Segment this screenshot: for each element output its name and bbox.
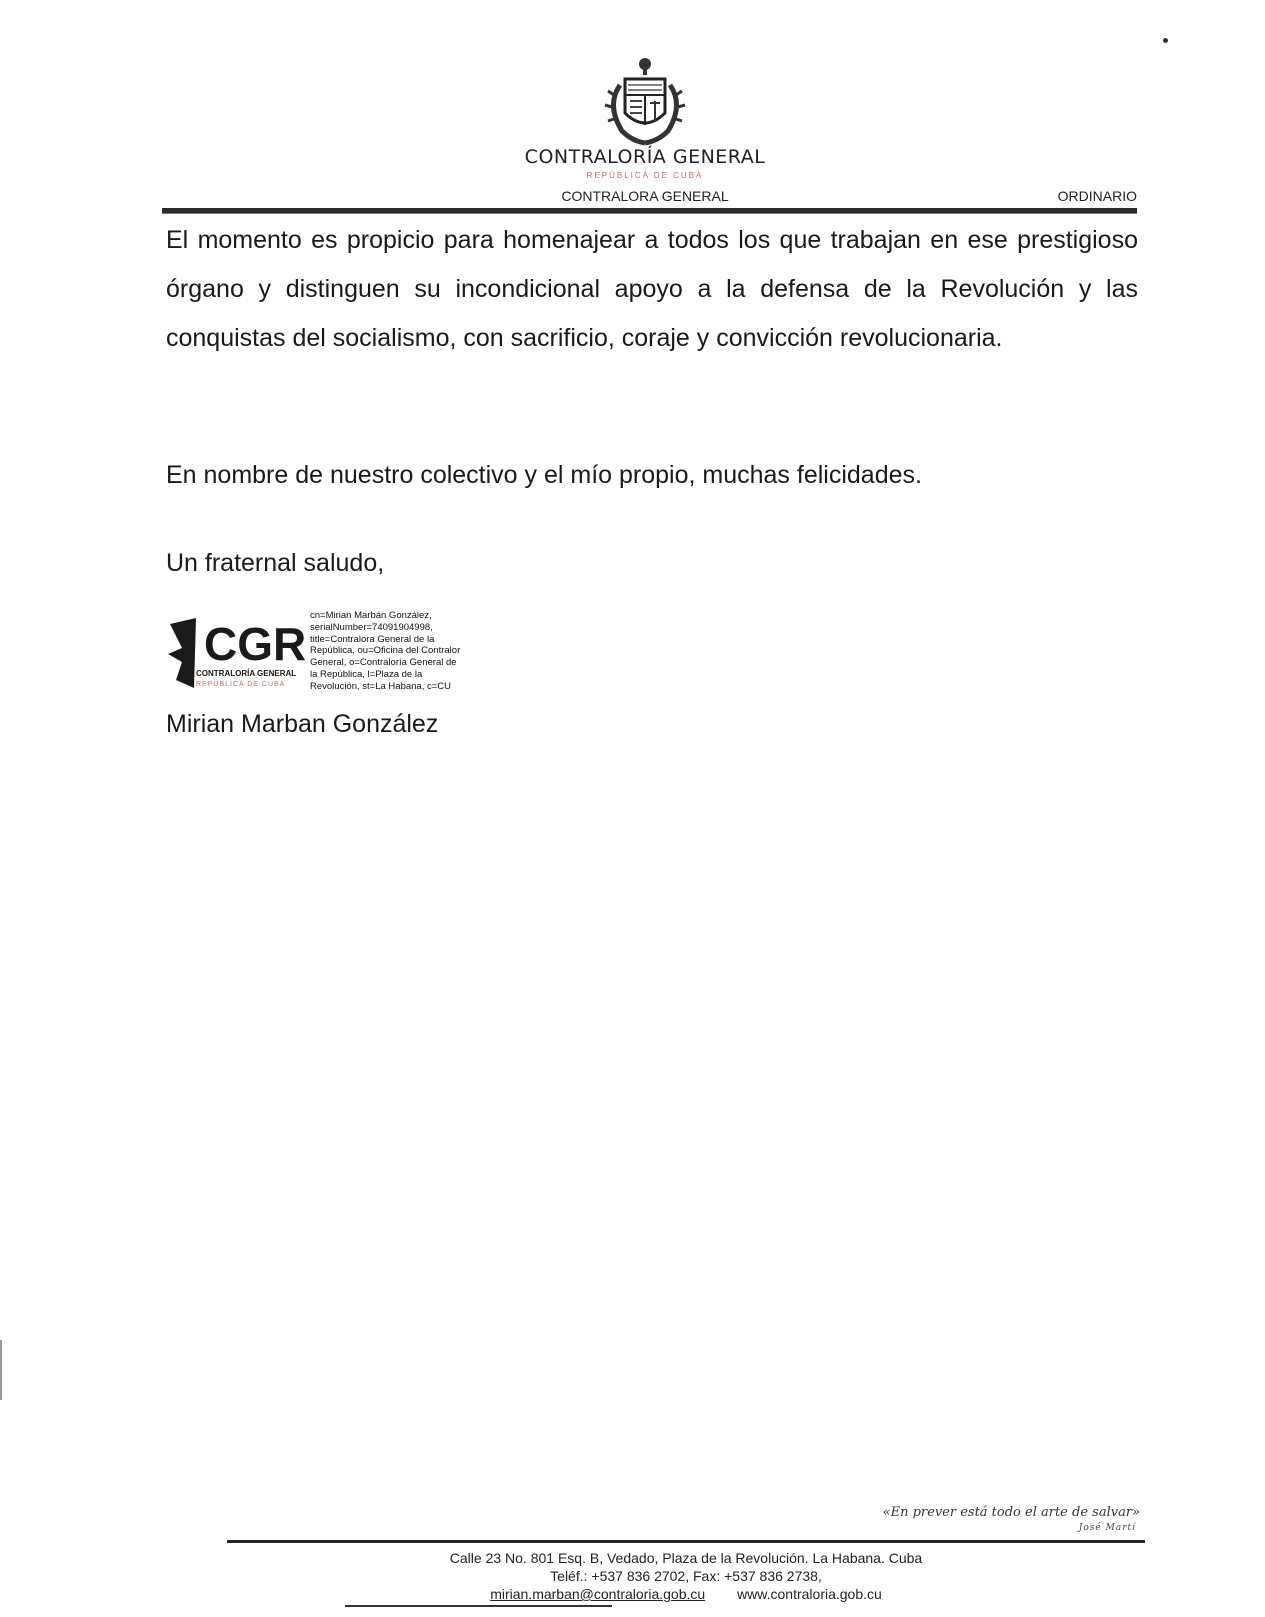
motto-author: José Martí <box>1078 1523 1136 1533</box>
closing-salutation: Un fraternal saludo, <box>166 549 385 577</box>
cgr-logo-letters: CGR <box>204 618 306 670</box>
footer-divider <box>227 1540 1145 1543</box>
office-name: CONTRALORA GENERAL <box>561 188 729 204</box>
signature-detail-line: title=Contralora General de la <box>310 633 435 645</box>
institution-country: REPÚBLICA DE CUBA <box>586 171 704 180</box>
scan-bottom-mark <box>345 1605 612 1607</box>
signer-name: Mirian Marban González <box>166 710 439 738</box>
footer-phone: Teléf.: +537 836 2702, Fax: +537 836 2738, <box>550 1568 822 1584</box>
cgr-logo-caption: CONTRALORÍA GENERAL <box>196 669 297 678</box>
cgr-logo-icon <box>166 610 306 692</box>
digital-signature-details <box>310 610 510 693</box>
signature-detail-line: General, o=Contraloría General de <box>310 657 457 669</box>
signature-detail-line: Revolución, st=La Habana, c=CU <box>310 680 451 692</box>
cgr-logo-subcaption: REPÚBLICA DE CUBA <box>196 681 286 688</box>
document-classification: ORDINARIO <box>1057 188 1137 204</box>
footer-email-link[interactable]: mirian.marban@contraloria.gob.cu <box>490 1586 706 1602</box>
signature-detail-line: la República, l=Plaza de la <box>310 668 423 680</box>
footer-contact <box>227 1549 1145 1603</box>
footer-address: Calle 23 No. 801 Esq. B, Vedado, Plaza de la Revolución. La Habana. Cuba <box>449 1550 923 1566</box>
scan-edge-mark <box>0 1340 2 1400</box>
signature-detail-line: serialNumber=74091904998, <box>310 621 433 633</box>
signature-detail-line: cn=Mirian Marbán González, <box>310 610 432 621</box>
signature-detail-line: República, ou=Oficina del Contralor <box>310 645 461 657</box>
paragraph-congratulations: En nombre de nuestro colectivo y el mío propio, muchas felicidades. <box>166 461 922 489</box>
institution-name: CONTRALORÍA GENERAL <box>524 146 766 168</box>
coat-of-arms-icon <box>600 55 690 147</box>
motto-text: «En prever está todo el arte de salvar» <box>882 1505 1140 1520</box>
header-divider <box>162 208 1137 214</box>
scan-speck <box>1163 38 1168 43</box>
paragraph-homage: El momento es propicio para homenajear a todos los que trabajan en ese prestigioso órgano y distinguen su incondicional apoyo a la defensa de la Revolución y las conquistas del socialismo, con sacrificio, coraje y convicción revolucionaria. <box>166 226 1138 352</box>
footer-website-link[interactable]: www.contraloria.gob.cu <box>737 1586 882 1602</box>
